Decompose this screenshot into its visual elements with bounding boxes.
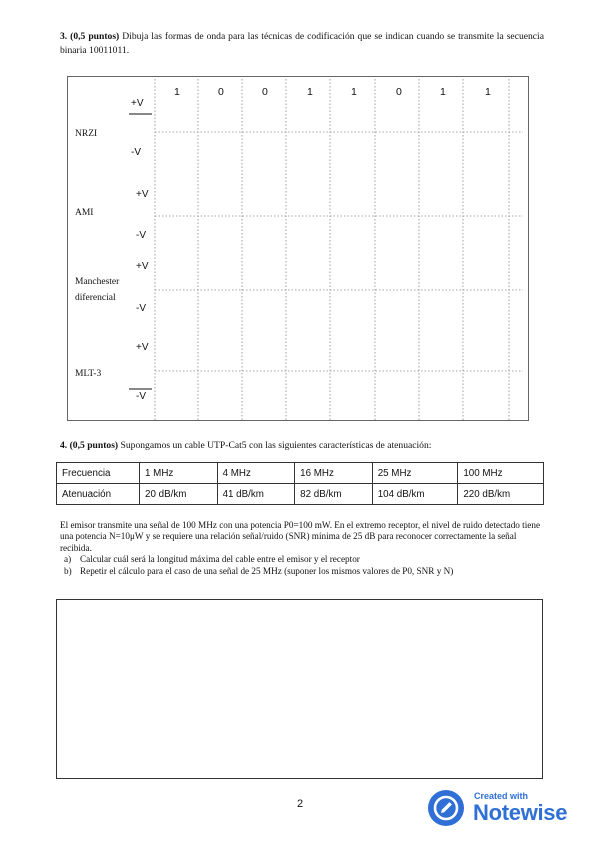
- mlt3-label: MLT-3: [75, 369, 102, 379]
- problem-text: El emisor transmite una señal de 100 MHz con una potencia P0=100 mW. En el extremo receptor, el nivel de ruido detectado tiene una potencia N=10μW y se requiere una relación señal/ruido (SNR) mínima de 25 dB para reconocer correctamente la señal recibida.: [60, 520, 541, 553]
- question-3-points: (0,5 puntos): [70, 31, 120, 42]
- mlt3-top-level: +V: [136, 342, 149, 353]
- notewise-watermark: [428, 790, 588, 826]
- bit-label: 1: [440, 86, 446, 98]
- table-cell: 25 MHz: [372, 463, 458, 484]
- item-text: Repetir el cálculo para el caso de una señal de 25 MHz (suponer los mismos valores de P0, SNR y N): [80, 565, 454, 576]
- question-4-text: Supongamos un cable UTP-Cat5 con las siguientes características de atenuación:: [120, 440, 432, 451]
- nrzi-bottom-level: -V: [131, 147, 141, 158]
- list-item: [64, 565, 544, 577]
- ami-label: AMI: [75, 208, 94, 218]
- table-cell: 16 MHz: [295, 463, 373, 484]
- waveform-grid: [67, 76, 529, 421]
- problem-statement: [60, 520, 544, 577]
- question-4-number: 4.: [60, 440, 68, 451]
- pen-icon: [428, 790, 464, 826]
- manchester-label-line2: diferencial: [75, 293, 116, 303]
- table-cell: 82 dB/km: [295, 484, 373, 505]
- mlt3-bottom-level: -V: [136, 391, 146, 402]
- ami-top-level: +V: [136, 189, 149, 200]
- watermark-line2: Notewise: [473, 800, 568, 825]
- question-3-text: Dibuja las formas de onda para las técnicas de codificación que se indican cuando se transmite la secuencia binaria 10011011.: [60, 31, 544, 56]
- table-cell: 4 MHz: [217, 463, 295, 484]
- nrzi-top-level: +V: [131, 98, 144, 109]
- table-cell: 104 dB/km: [372, 484, 458, 505]
- question-3: [60, 30, 544, 57]
- nrzi-label: NRZI: [75, 129, 98, 139]
- bit-label: 1: [485, 86, 491, 98]
- answer-box[interactable]: [56, 599, 543, 779]
- manchester-bottom-level: -V: [136, 303, 146, 314]
- ami-bottom-level: -V: [136, 230, 146, 241]
- table-cell: Atenuación: [57, 484, 140, 505]
- watermark-line1: Created with: [474, 791, 529, 801]
- table-row: [57, 463, 544, 484]
- table-cell: 41 dB/km: [217, 484, 295, 505]
- table-cell: 1 MHz: [140, 463, 218, 484]
- bit-label: 0: [262, 86, 268, 98]
- table-cell: 20 dB/km: [140, 484, 218, 505]
- page-number: 2: [296, 798, 304, 810]
- table-cell: 100 MHz: [458, 463, 544, 484]
- table-row: [57, 484, 544, 505]
- list-item: [64, 554, 544, 565]
- question-4: [60, 440, 544, 451]
- item-text: Calcular cuál será la longitud máxima del cable entre el emisor y el receptor: [80, 554, 360, 565]
- waveform-grid-lines: [68, 77, 530, 422]
- question-3-number: 3.: [60, 31, 68, 42]
- question-4-points: (0,5 puntos): [69, 440, 119, 451]
- manchester-label-line1: Manchester: [75, 277, 120, 287]
- attenuation-table: [56, 462, 544, 505]
- bit-label: 1: [351, 86, 357, 98]
- bit-label: 1: [174, 86, 180, 98]
- bit-label: 0: [396, 86, 402, 98]
- bit-label: 1: [307, 86, 313, 98]
- manchester-top-level: +V: [136, 261, 149, 272]
- item-marker: b): [64, 565, 72, 576]
- table-cell: Frecuencia: [57, 463, 140, 484]
- problem-items: [60, 554, 544, 577]
- item-marker: a): [64, 554, 72, 565]
- bit-label: 0: [218, 86, 224, 98]
- table-cell: 220 dB/km: [458, 484, 544, 505]
